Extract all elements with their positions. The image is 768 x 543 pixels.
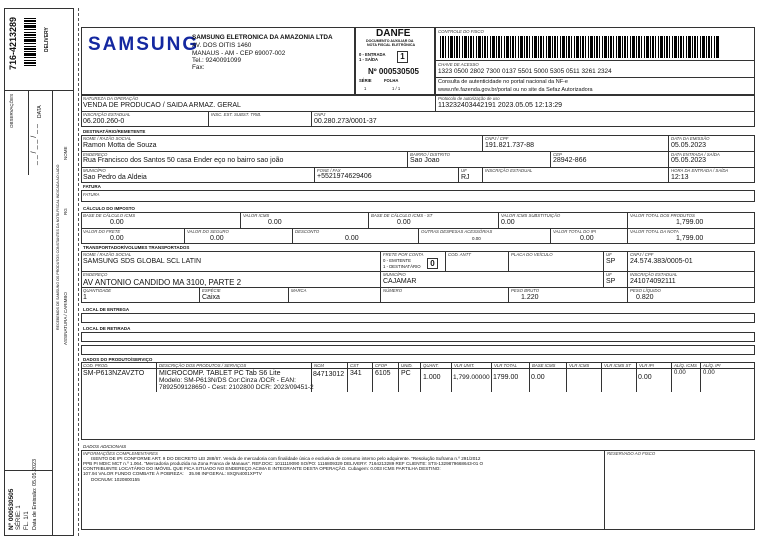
stub-received-text: RECEBEMOS DE SAMSUNG OS PRODUTOS CONSTANTES DA NOTA FISCAL INDICADA AO LADO <box>56 164 60 330</box>
col-vipi: VLR IPI <box>639 363 654 368</box>
dest-municipio-label: MUNICÍPIO <box>83 168 106 173</box>
info-line-4: 107.94 VALOR FUNDO COMBATE À POBREZA: 35.98 INFGERAL: 8XQN4001XPTV <box>83 471 262 476</box>
stub-rg-label: RG <box>63 208 68 215</box>
danfe-entrada: 0 - ENTRADA <box>359 52 386 57</box>
valor-icms-label: VALOR ICMS <box>243 213 270 218</box>
dest-cnpj-value: 191.821.737-88 <box>485 142 535 149</box>
row-desc1: MICROCOMP. TABLET PC Tab S6 Lite <box>159 370 281 377</box>
destinatario-section: DESTINATÁRIO/REMETENTE <box>83 129 146 134</box>
danfe-number: Nº 000530505 <box>368 67 419 76</box>
dest-ie-label: INSCRIÇÃO ESTADUAL <box>485 168 533 173</box>
col-cfop: CFOP <box>375 363 387 368</box>
row-unid: PC <box>401 370 411 377</box>
row-desc2: Modelo: SM-P613N/DS Cor:Cinza /DCR - EAN: <box>159 377 296 384</box>
protocolo-label: Protocolo de autorização de uso <box>438 96 500 101</box>
desconto-value: 0.00 <box>345 235 359 242</box>
valor-st-label: VALOR ICMS SUBSTITUIÇÃO <box>501 213 561 218</box>
produtos-section: DADOS DO PRODUTO/SERVIÇO <box>83 357 153 362</box>
transp-marca-label: MARCA <box>291 288 307 293</box>
row-aliq-icms: 0.00 <box>674 370 686 376</box>
col-vunit: VLR UNIT. <box>454 363 475 368</box>
seguro-label: VALOR DO SEGURO <box>187 229 229 234</box>
col-unid: UNID. <box>401 363 413 368</box>
dest-cep-value: 28942-866 <box>553 157 587 164</box>
transp-bruto-label: PESO BRUTO <box>511 288 540 293</box>
transp-numero-label: NÚMERO <box>383 288 403 293</box>
transp-nome-value: SAMSUNG SDS GLOBAL SCL LATIN <box>83 258 201 265</box>
fisco-control-label: CONTROLE DO FISCO <box>438 29 484 34</box>
transp-ie-label: INSCRIÇÃO ESTADUAL <box>630 272 678 277</box>
dest-cnpj-label: CNPJ / CPF <box>485 136 509 141</box>
valor-st-value: 0.00 <box>501 219 515 226</box>
dest-nome-label: NOME / RAZÃO SOCIAL <box>83 136 132 141</box>
dest-entrada-label: DATA ENTRADA / SAÍDA <box>671 152 720 157</box>
row-aliq-ipi: 0.00 <box>703 370 715 376</box>
transp-qtd-value: 1 <box>83 294 87 301</box>
stub-barcode <box>24 18 36 66</box>
samsung-logo: SAMSUNG <box>88 34 200 55</box>
total-prod-label: VALOR TOTAL DOS PRODUTOS <box>630 213 695 218</box>
dest-fone-label: FONE / FAX <box>317 168 341 173</box>
ipi-value: 0.00 <box>580 235 594 242</box>
transp-municipio-value: CAJAMAR <box>383 278 417 285</box>
base-st-value: 0.00 <box>397 219 411 226</box>
stub-folha-side: FL. 1/1 <box>24 511 30 530</box>
outras-value: 0.00 <box>472 236 481 241</box>
row-vtotal: 1799.00 <box>493 374 519 381</box>
access-key-barcode <box>440 36 720 58</box>
emitter-name: SAMSUNG ELETRONICA DA AMAZONIA LTDA <box>192 34 333 41</box>
col-vicms: VLR ICMS <box>569 363 590 368</box>
emitter-fax: Fax: <box>192 64 205 71</box>
danfe-folha-value: 1 / 1 <box>392 86 401 91</box>
reservado-label: RESERVADO AO FISCO <box>607 451 656 456</box>
fatura-label: FATURA <box>83 192 100 197</box>
transp-uf2-label: UF <box>606 272 612 277</box>
transportador-section: TRANSPORTADOR/VOLUMES TRANSPORTADOS <box>83 245 190 250</box>
stub-delivery: DELIVERY <box>44 27 50 52</box>
seguro-value: 0.00 <box>210 235 224 242</box>
stub-data-label: DATA <box>37 105 43 118</box>
local-entrega-section: LOCAL DE ENTREGA <box>83 307 130 312</box>
fatura-box <box>81 190 755 202</box>
row-cfop: 6105 <box>375 370 391 377</box>
stub-emissao-side: Data de Emissão: 05.05.2023 <box>32 458 38 530</box>
stub-nfe-number: 716-4213289 <box>8 16 18 70</box>
dest-uf-value: RJ <box>461 174 470 181</box>
transp-bruto-value: 1.220 <box>521 294 539 301</box>
transp-cnpj-label: CNPJ / CPF <box>630 252 654 257</box>
dest-nome-value: Ramon Motta de Souza <box>83 142 157 149</box>
dest-bairro-value: Sao Joao <box>410 157 440 164</box>
transp-endereco-value: AV ANTONIO CANDIDO MA 3100, PARTE 2 <box>83 278 242 287</box>
transp-especie-label: ESPÉCIE <box>202 288 221 293</box>
total-nota-label: VALOR TOTAL DA NOTA <box>630 229 679 234</box>
chave-value: 1323 0500 2802 7300 0137 5501 5000 5305 0511 3261 2324 <box>438 68 612 75</box>
consulta-line2: www.nfe.fazenda.gov.br/portal ou no site da Sefaz Autorizadora <box>438 87 593 93</box>
row-cst: 341 <box>350 370 362 377</box>
base-icms-value: 0.00 <box>110 219 124 226</box>
base-icms-label: BASE DE CÁLCULO ICMS <box>83 213 136 218</box>
protocolo-value: 113232403442191 2023.05.05 12:13:29 <box>438 102 563 109</box>
emitter-address: AV. DOS OITIS 1460 <box>192 42 252 49</box>
col-cod: COD. PROD. <box>83 363 109 368</box>
blank-box <box>81 345 755 355</box>
stub-nome-label: NOME <box>63 146 68 160</box>
dest-municipio-value: Sao Pedro da Aldeia <box>83 174 147 181</box>
dest-emissao-value: 05.05.2023 <box>671 142 707 149</box>
desconto-label: DESCONTO <box>295 229 320 234</box>
transp-uf-label: UF <box>606 252 612 257</box>
row-ncm: 84713012 <box>313 371 345 378</box>
dest-fone-value: +5521974629406 <box>317 173 372 180</box>
natureza-label: NATUREZA DA OPERAÇÃO <box>83 96 139 101</box>
info-line-2: PPB PI MDIC MCT n.º 1.064. "Mercadoria produzida na Zona Franca de Manaus". REF.DOC: 1011119090 SO/PO: 1116809329 DELIVERY: 7164213289 REF CLIENTE: STS-1329879668643-01 O <box>83 461 484 466</box>
transp-qtd-label: QUANTIDADE <box>83 288 112 293</box>
stub-serie-side: SÉRIE: 1 <box>16 505 22 530</box>
transp-uf-value: SP <box>606 258 616 265</box>
col-ncm: NCM <box>314 363 324 368</box>
row-desc3: 7892509128650 - Cest: 2102800 DCR: 2023/09451-2 <box>159 384 314 391</box>
row-ipi: 0.00 <box>638 374 652 381</box>
danfe-serie-value: 1 <box>364 86 367 91</box>
transp-frete-opt0: 0 - EMITENTE <box>383 258 411 263</box>
frete-value: 0.00 <box>110 235 124 242</box>
col-vtotal: VLR TOTAL <box>494 363 518 368</box>
transp-cnpj-value: 24.574.383/0005-01 <box>630 258 693 265</box>
danfe-saida: 1 - SAÍDA <box>359 57 379 62</box>
stub-assinatura-label: ASSINATURA / CARIMBO <box>63 292 68 345</box>
col-desc: DESCRIÇÃO DOS PRODUTOS / SERVIÇOS <box>159 363 247 368</box>
danfe-subtitle1: DOCUMENTO AUXILIAR DA <box>366 39 414 43</box>
danfe-serie-label: SÉRIE <box>359 78 372 83</box>
dest-emissao-label: DATA DA EMISSÃO <box>671 136 710 141</box>
col-quant: QUANT. <box>423 363 439 368</box>
transp-liquido-value: 0.820 <box>636 294 654 301</box>
transp-uf2-value: SP <box>606 278 616 285</box>
ipi-label: VALOR TOTAL DO IPI <box>553 229 596 234</box>
transp-especie-value: Caixa <box>202 294 220 301</box>
transp-placa-label: PLACA DO VEÍCULO <box>511 252 553 257</box>
emitter-cnpj-value: 00.280.273/0001-37 <box>314 118 377 125</box>
info-line-5: DOCNUM: 1020800155 <box>91 477 140 482</box>
dest-hora-label: HORA DA ENTRADA / SAÍDA <box>671 168 729 173</box>
total-nota-value: 1,799.00 <box>676 235 704 242</box>
base-st-label: BASE DE CÁLCULO ICMS - ST <box>371 213 433 218</box>
dest-entrada-value: 05.05.2023 <box>671 157 707 164</box>
transp-frete-label: FRETE POR CONTA <box>383 252 424 257</box>
dest-cep-label: CEP <box>553 152 562 157</box>
transp-liquido-label: PESO LÍQUIDO <box>630 288 661 293</box>
ie-value: 06.200.260-0 <box>83 118 125 125</box>
emitter-city: MANAUS - AM - CEP 69007-002 <box>192 50 286 57</box>
frete-label: VALOR DO FRETE <box>83 229 121 234</box>
transp-endereco-label: ENDEREÇO <box>83 272 108 277</box>
info-label: INFORMAÇÕES COMPLEMENTARES <box>83 451 158 456</box>
danfe-folha-label: FOLHA <box>384 78 399 83</box>
row-cod: SM-P613NZAVZTO <box>83 370 145 377</box>
imposto-section: CÁLCULO DO IMPOSTO <box>83 206 135 211</box>
dest-bairro-label: BAIRRO / DISTRITO <box>410 152 451 157</box>
col-aliq-ipi: ALÍQ. IPI <box>703 363 721 368</box>
transp-municipio-label: MUNICÍPIO <box>383 272 406 277</box>
dest-hora-value: 12:13 <box>671 174 689 181</box>
transp-nome-label: NOME / RAZÃO SOCIAL <box>83 252 132 257</box>
transp-frete-opt1: 1 - DESTINATÁRIO <box>383 264 421 269</box>
receipt-stub <box>4 8 74 536</box>
fatura-section: FATURA <box>83 184 101 189</box>
ie-label: INSCRIÇÃO ESTADUAL <box>83 112 131 117</box>
transp-ie-value: 241074092111 <box>630 278 676 285</box>
chave-label: CHAVE DE ACESSO <box>438 62 479 67</box>
danfe-type-value: 1 <box>397 51 408 63</box>
stub-nfe-side: Nº 000530505 <box>8 488 15 530</box>
col-cst: CST <box>350 363 359 368</box>
total-prod-value: 1,799.00 <box>676 219 704 226</box>
stub-date-value: _ _ / _ _ / _ _ <box>31 124 38 165</box>
dest-endereco-value: Rua Francisco dos Santos 50 casa Ender eço no bairro sao joão <box>83 157 284 164</box>
stub-observacoes: OBSERVAÇÕES <box>9 93 14 128</box>
adicionais-section: DADOS ADICIONAIS <box>83 444 127 449</box>
outras-label: OUTRAS DESPESAS ACESSÓRIAS <box>421 229 493 234</box>
col-vicmsst: VLR ICMS ST <box>604 363 631 368</box>
local-entrega-box <box>81 313 755 323</box>
info-line-3: CONTRIBUINTE LOCATÁRIO DO IMÓVEL QUE FICA SITUADO NO ENDEREÇO ACIMA E INTEGRANTE DESTA OPERAÇÃO. Cubagem: 0.003 ICMS PARTILHA DESTINO: <box>83 466 441 471</box>
emitter-cnpj-label: CNPJ <box>314 112 326 117</box>
emitter-phone: Tel.: 9240091099 <box>192 57 242 64</box>
consulta-line1: Consulta de autenticidade no portal nacional da NF-e <box>438 79 568 85</box>
ie-st-label: INSC. EST. SUBST. TRIB. <box>211 112 262 117</box>
local-retirada-box <box>81 332 755 342</box>
danfe-title: DANFE <box>376 28 411 39</box>
row-base: 0.00 <box>531 374 545 381</box>
info-line-1: ISENTO DE IPI CONFORME ART. 9 DO DECRETO LEI 288/67. Venda de mercadoria com finalidade única e exclusiva de consumo interno pelo adquirente. "Resolução Suframa n.º 291/2012 <box>91 456 481 461</box>
cut-line <box>78 8 79 536</box>
natureza-value: VENDA DE PRODUCAO / SAIDA ARMAZ. GERAL <box>83 102 241 109</box>
local-retirada-section: LOCAL DE RETIRADA <box>83 326 131 331</box>
col-aliq-icms: ALÍQ. ICMS <box>674 363 697 368</box>
dest-endereco-label: ENDEREÇO <box>83 152 108 157</box>
row-vunit: 1,799.00000 <box>453 374 490 381</box>
transp-antt-label: COD. ANTT <box>448 252 471 257</box>
valor-icms-value: 0.00 <box>268 219 282 226</box>
dest-uf-label: UF <box>461 168 467 173</box>
row-quant: 1.000 <box>423 374 441 381</box>
danfe-subtitle2: NOTA FISCAL ELETRÔNICA <box>367 43 416 47</box>
transp-frete-value: 0 <box>427 258 438 269</box>
col-base: BASE ICMS <box>532 363 556 368</box>
